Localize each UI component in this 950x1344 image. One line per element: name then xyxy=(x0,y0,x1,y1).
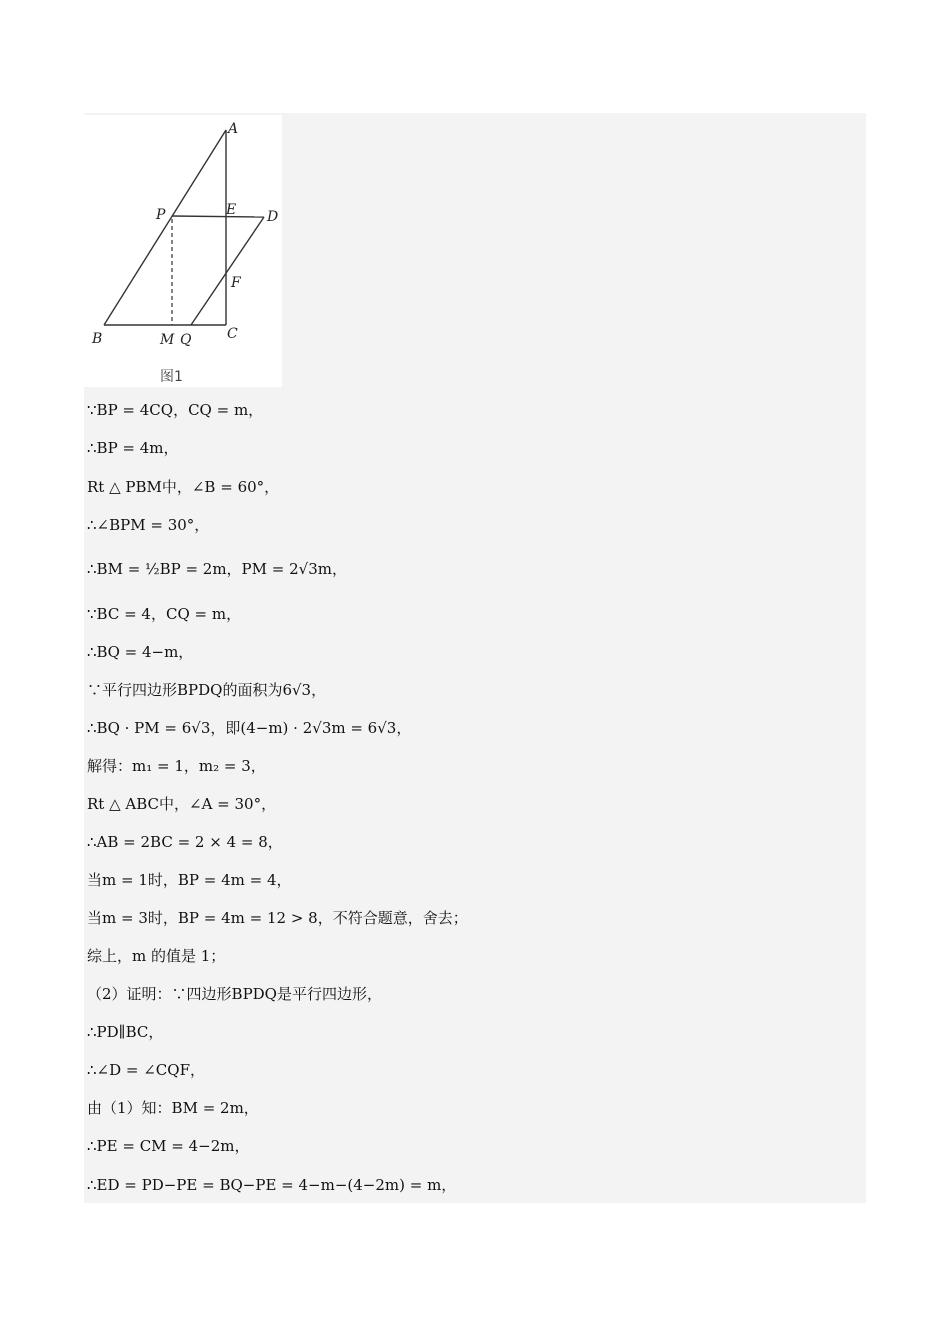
line-15: 综上，m 的值是 1； xyxy=(87,947,226,965)
line-17: ∴PD∥BC， xyxy=(87,1023,164,1041)
line-10: 解得：m₁ = 1，m₂ = 3， xyxy=(87,757,266,775)
line-14: 当m = 3时，BP = 4m = 12 > 8，不符合题意，舍去； xyxy=(87,909,468,927)
label-c: C xyxy=(227,326,238,342)
label-p: P xyxy=(156,207,166,223)
line-11: Rt △ ABC中，∠A = 30°， xyxy=(87,795,277,813)
segment-pd xyxy=(172,216,264,217)
label-q: Q xyxy=(180,332,192,348)
line-5: ∴BM = ½BP = 2m，PM = 2√3m， xyxy=(87,560,347,578)
label-f: F xyxy=(231,275,241,291)
line-1: ∵BP = 4CQ，CQ = m， xyxy=(87,401,264,419)
line-12: ∴AB = 2BC = 2 × 4 = 8， xyxy=(87,833,283,851)
line-7: ∴BQ = 4−m， xyxy=(87,643,194,661)
line-18: ∴∠D = ∠CQF， xyxy=(87,1061,205,1079)
line-3: Rt △ PBM中，∠B = 60°， xyxy=(87,478,280,496)
label-m: M xyxy=(160,332,175,348)
segment-ab xyxy=(104,130,226,325)
solution-sheet xyxy=(84,113,866,1203)
line-16: （2）证明：∵四边形BPDQ是平行四边形， xyxy=(87,985,382,1003)
line-19: 由（1）知：BM = 2m， xyxy=(87,1099,259,1117)
geometry-figure xyxy=(84,115,282,387)
line-8: ∵平行四边形BPDQ的面积为6√3， xyxy=(87,681,327,699)
label-e: E xyxy=(226,202,237,218)
label-d: D xyxy=(267,209,279,225)
line-9: ∴BQ · PM = 6√3，即(4−m) · 2√3m = 6√3， xyxy=(87,719,412,737)
figure-caption: 图1 xyxy=(160,369,183,385)
segment-dq xyxy=(191,217,264,325)
line-20: ∴PE = CM = 4−2m， xyxy=(87,1137,250,1155)
line-2: ∴BP = 4m， xyxy=(87,439,179,457)
label-a: A xyxy=(228,121,239,137)
line-13: 当m = 1时，BP = 4m = 4， xyxy=(87,871,292,889)
figure-svg xyxy=(84,115,282,387)
line-4: ∴∠BPM = 30°， xyxy=(87,516,210,534)
line-21: ∴ED = PD−PE = BQ−PE = 4−m−(4−2m) = m， xyxy=(87,1176,457,1194)
line-6: ∵BC = 4，CQ = m， xyxy=(87,605,242,623)
label-b: B xyxy=(92,331,103,347)
